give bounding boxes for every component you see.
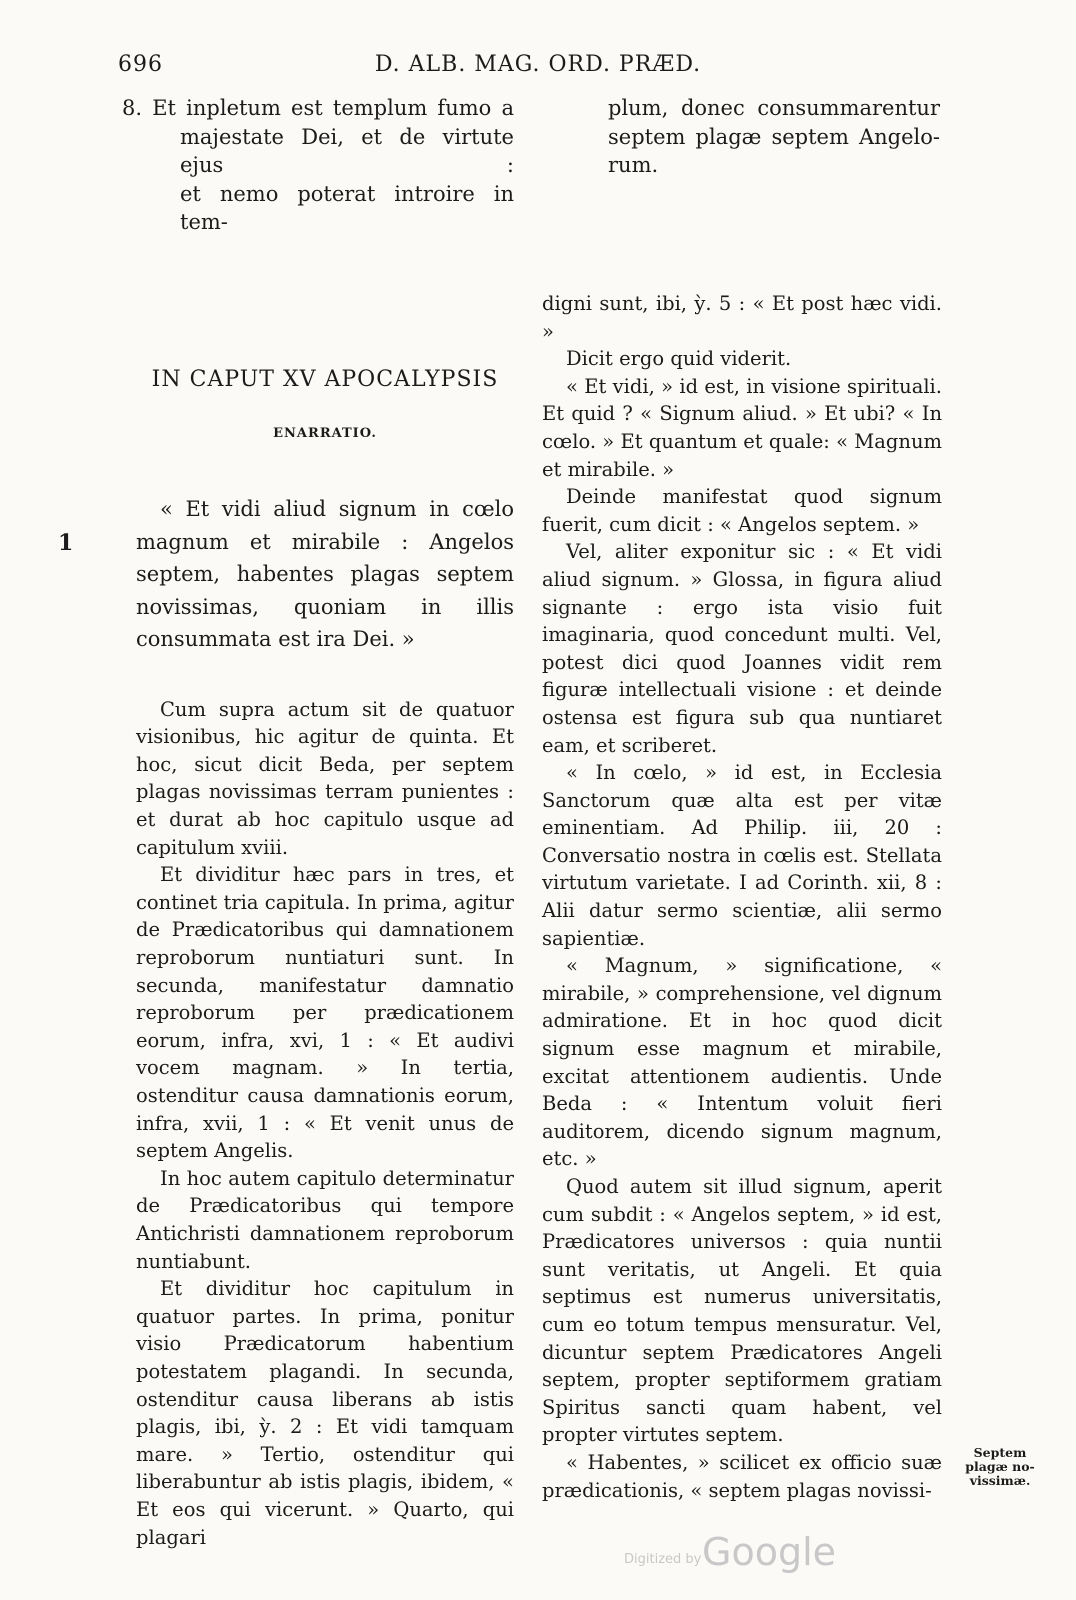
paragraph: Et dividitur hæc pars in tres, et continet tria capitula. In prima, agitur de Prædicatoribus qui damnationem reproborum nuntiaturi sunt. In secunda, manifestatur damnatio reproborum per prædicationem eorum, infra, xvi, 1 : « Et audivi vocem magnam. » In tertia, ostenditur causa damnationis eorum, infra, xvii, 1 : « Et venit unus de septem Angelis. xyxy=(136,863,514,1163)
verse-left-line: et nemo poterat introire in tem- xyxy=(180,181,514,234)
paragraph: « In cœlo, » id est, in Ecclesia Sanctorum quæ alta est per vitæ eminentiam. Ad Philip. iii, 20 : Conversatio nostra in cœlis est. Stellata virtutum varietate. I ad Corinth. xii, 8 : Alii datur sermo scientiæ, alii sermo sapientiæ. xyxy=(542,761,942,950)
digitized-watermark xyxy=(624,1530,864,1580)
verse-right-line: rum. xyxy=(608,153,659,177)
margin-sidenote: Septem plagæ no- vissimæ. xyxy=(965,1445,1035,1488)
paragraph: « Magnum, » significatione, « mirabile, » comprehensione, vel dignum admiratione. Et in hoc quod dicit signum esse magnum et mirabile, excitat attentionem audientis. Unde Beda : « Intentum voluit fieri auditorem, dicendo signum magnum, etc. » xyxy=(542,954,942,1171)
verse-right-line: plum, donec consummarentur xyxy=(608,96,940,120)
page-number: 696 xyxy=(118,52,163,77)
right-column xyxy=(542,290,942,1504)
page-header xyxy=(118,52,958,82)
paragraph: In hoc autem capitulo determinatur de Prædicatoribus qui tempore Antichristi damnationem reproborum nuntiabunt. xyxy=(136,1166,514,1273)
paragraph: Vel, aliter exponitur sic : « Et vidi aliud signum. » Glossa, in figura aliud signante : ergo ista visio fuit imaginaria, quod concedunt multi. Vel, potest dici quod Joannes vidit rem figuræ intellectuali visione : et deinde ostensa est figura sub qua nuntiaret eam, et scriberet. xyxy=(542,540,942,757)
running-title: D. ALB. MAG. ORD. PRÆD. xyxy=(374,52,702,77)
watermark-prefix: Digitized by xyxy=(624,1552,702,1567)
verse-left-line: 8. Et inpletum est templum fumo a xyxy=(122,96,514,120)
paragraph: Cum supra actum sit de quatuor visionibus, hic agitur de quinta. Et hoc, sicut dicit Beda, per septem plagas novissimas terram punientes : et durat ab hoc capitulo usque ad capitulum xviii. xyxy=(136,697,514,859)
verse-right-line: septem plagæ septem Angelo- xyxy=(608,124,940,149)
verse-left xyxy=(122,94,514,237)
paragraph: Dicit ergo quid viderit. xyxy=(566,347,792,371)
scripture-quote: « Et vidi aliud signum in cœlo magnum et mirabile : Angelos septem, habentes plagas septem novissimas, quoniam in illis consummata est ira Dei. » xyxy=(136,497,514,652)
left-column xyxy=(136,366,514,1551)
section-subtitle: ENARRATIO. xyxy=(273,425,377,441)
margin-verse-number: 1 xyxy=(58,530,74,556)
verse-right xyxy=(608,94,940,180)
paragraph: Deinde manifestat quod signum fuerit, cum dicit : « Angelos septem. » xyxy=(542,485,942,536)
section-title: IN CAPUT XV APOCALYPSIS xyxy=(151,367,499,392)
google-logo: Google xyxy=(702,1530,837,1574)
paragraph: digni sunt, ibi, ỳ. 5 : « Et post hæc vidi. » xyxy=(542,292,942,343)
paragraph: Et dividitur hoc capitulum in quatuor partes. In prima, ponitur visio Prædicatorum habentium potestatem plagandi. In secunda, ostenditur causa liberans ab istis plagis, ibi, ỳ. 2 : Et vidi tamquam mare. » Tertio, ostenditur qui liberabuntur ab istis plagis, ibidem, « Et eos qui vicerunt. » Quarto, qui plagari xyxy=(136,1277,514,1549)
paragraph: « Habentes, » scilicet ex officio suæ prædicationis, « septem plagas novissi- xyxy=(542,1450,942,1502)
paragraph: Quod autem sit illud signum, aperit cum subdit : « Angelos septem, » id est, Prædicatores universos : quia nuntii sunt veritatis, ut Angeli. Et quia septimus est numerus universitatis, cum eo totum tempus mensuratur. Vel, dicuntur septem Prædicatores Angeli septem, propter septiformem gratiam Spiritus sancti quam habent, vel propter virtutes septem. xyxy=(542,1175,942,1447)
paragraph: « Et vidi, » id est, in visione spirituali. Et quid ? « Signum aliud. » Et ubi? « In cœlo. » Et quantum et quale: « Magnum et mirabile. » xyxy=(542,374,942,481)
verse-left-line: majestate Dei, et de virtute ejus : xyxy=(180,124,514,177)
